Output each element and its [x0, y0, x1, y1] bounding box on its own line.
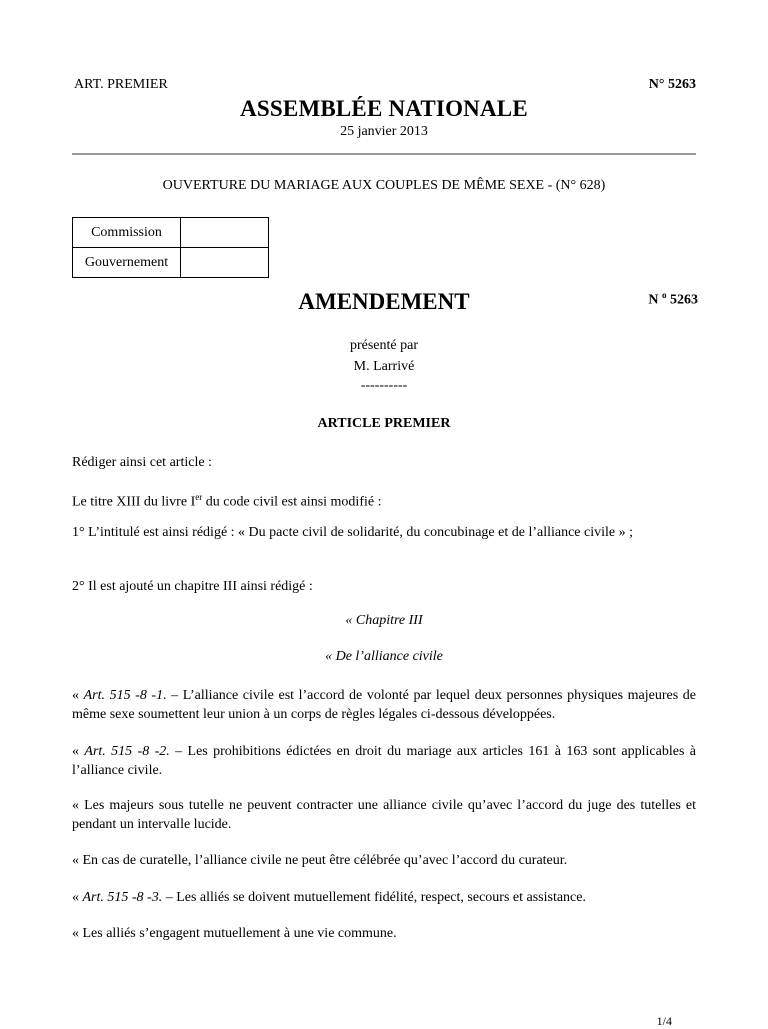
- paragraph-text: Le titre XIII du livre I: [72, 494, 196, 510]
- page-title: ASSEMBLÉE NATIONALE: [240, 96, 528, 121]
- opinion-label-commission: Commission: [73, 218, 181, 248]
- paragraph-curatelle: « En cas de curatelle, l’alliance civile ne peut être célébrée qu’avec l’accord du curateur.: [72, 853, 568, 868]
- paragraph-text: du code civil est ainsi modifié :: [202, 494, 382, 510]
- article-text: – Les prohibitions édictées en droit du mariage aux articles 161 à 163 sont applicables à l’alliance civile.: [72, 744, 697, 778]
- header-divider: [72, 153, 696, 155]
- article-text: – Les alliés se doivent mutuellement fidélité, respect, secours et assistance.: [162, 890, 586, 905]
- presented-by: présenté par: [349, 338, 419, 353]
- amendment-number-header: N° 5263: [648, 77, 696, 92]
- article-515-8-1: [72, 686, 696, 724]
- page-number: 1/4: [656, 1014, 672, 1028]
- quote-mark: «: [72, 744, 85, 759]
- superscript: er: [195, 492, 203, 502]
- opinion-value-commission: [181, 218, 269, 248]
- paragraph-tutelle: « Les majeurs sous tutelle ne peuvent contracter une alliance civile qu’avec l’accord du juge des tutelles et pendant un intervalle lucide.: [72, 798, 696, 832]
- quote-mark: «: [72, 890, 83, 905]
- author-name: M. Larrivé: [353, 359, 415, 374]
- article-label: Art. 515 -8 -1.: [83, 688, 167, 703]
- paragraph-vie-commune: « Les alliés s’engagent mutuellement à une vie commune.: [72, 926, 397, 941]
- opinion-value-gouvernement: [181, 248, 269, 278]
- amendment-heading: AMENDEMENT: [298, 289, 470, 314]
- amendment-number-prefix: N: [648, 292, 659, 308]
- paragraph-item-1: 1° L’intitulé est ainsi rédigé : « Du pacte civil de solidarité, du concubinage et de l’alliance civile » ;: [72, 525, 634, 540]
- article-515-8-2: [72, 742, 696, 780]
- article-label: Art. 515 -8 -3.: [82, 890, 163, 905]
- chapter-title: « De l’alliance civile: [325, 649, 443, 664]
- opinion-table: [72, 217, 269, 278]
- article-reference: ART. PREMIER: [74, 77, 168, 92]
- article-515-8-3: [72, 888, 696, 907]
- amendment-number: [648, 290, 698, 309]
- paragraph-intro: Rédiger ainsi cet article :: [72, 455, 212, 470]
- chapter-number: « Chapitre III: [345, 613, 423, 628]
- amendment-number-sup: o: [662, 290, 667, 300]
- separator: ----------: [360, 378, 408, 393]
- article-text: – L’alliance civile est l’accord de volonté par lequel deux personnes physiques majeures de même sexe soumettent leur union à un corps de règles légales ci-dessous développées.: [72, 688, 696, 722]
- table-row: [73, 218, 269, 248]
- article-label: Art. 515 -8 -2.: [84, 744, 170, 759]
- opinion-label-gouvernement: Gouvernement: [73, 248, 181, 278]
- article-heading: ARTICLE PREMIER: [317, 416, 451, 431]
- quote-mark: «: [72, 688, 84, 703]
- document-date: 25 janvier 2013: [340, 124, 428, 139]
- bill-subject: OUVERTURE DU MARIAGE AUX COUPLES DE MÊME SEXE - (N° 628): [162, 178, 606, 193]
- paragraph-title-change: [72, 488, 696, 512]
- paragraph-item-2: 2° Il est ajouté un chapitre III ainsi rédigé :: [72, 579, 313, 594]
- amendment-number-value: 5263: [666, 292, 698, 308]
- table-row: [73, 248, 269, 278]
